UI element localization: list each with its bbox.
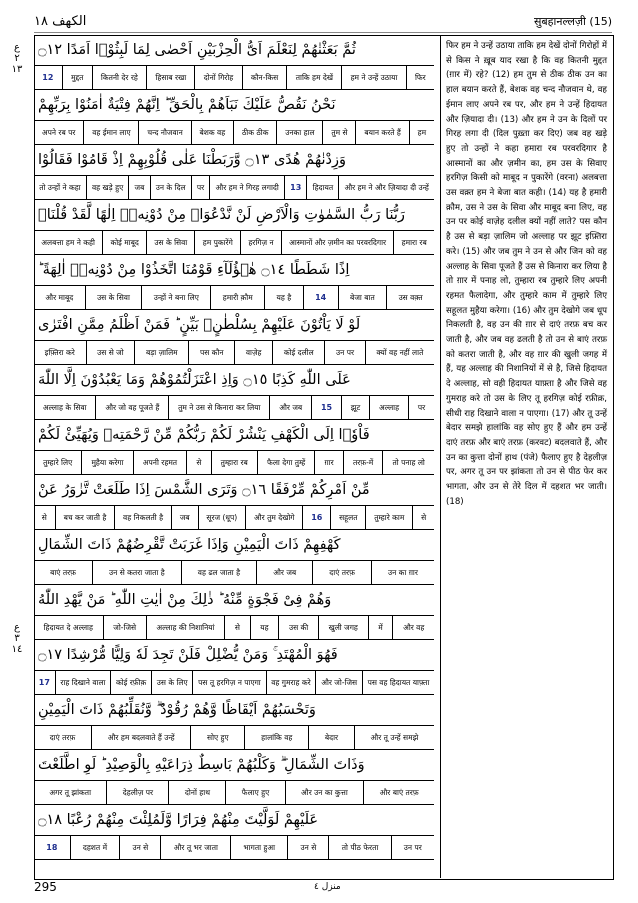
word-meaning: वह खड़े हुए — [86, 176, 129, 199]
word-meaning: जब — [171, 506, 198, 529]
word-meaning: बाएं तरफ़ — [50, 568, 76, 577]
word-meaning: उन से — [287, 836, 328, 859]
arabic-verse-line: عَلَی اللّٰهِ كَذِبًا ۝١٥ وَاِذِ اعْتَزَلْتُمُوْهُمْ وَمَا یَعْبُدُوْنَ اِلَّا اللّٰهَ — [34, 365, 434, 396]
word-meaning: तुम से — [322, 121, 355, 144]
word-meaning: अपने रब पर — [41, 128, 76, 137]
verse-number: 15 — [311, 396, 341, 419]
word-meaning: पस वह हिदायत याफ़्ता — [362, 671, 434, 694]
word-meaning: अलबत्ता हम ने कही — [41, 238, 95, 247]
word-meaning: तो पीठ फेरता — [328, 836, 390, 859]
arabic-verse-line: وَتَحْسَبُهُمْ اَیْقَاظًا وَّهُمْ رُقُوْدٌ ۖۗ وَّنُقَلِّبُهُمْ ذَاتَ الْیَمِیْنِ — [34, 695, 434, 726]
word-meaning-row — [34, 286, 434, 310]
word-meaning: और उन का कुत्ता — [285, 781, 364, 804]
word-meaning: कितनी देर रहे — [92, 66, 147, 89]
word-meaning: और हम बदलवाते हैं उन्हें — [91, 726, 190, 749]
word-meaning: उस के सिवा — [85, 286, 142, 309]
word-meaning: अल्लाह — [369, 396, 408, 419]
interlinear-column — [34, 35, 434, 878]
word-meaning: तो उन्हों ने कहा — [39, 183, 81, 192]
word-meaning: हालांकि वह — [244, 726, 308, 749]
word-meaning-row — [34, 341, 434, 365]
word-meaning: उस के सिवा — [146, 231, 194, 254]
word-meaning: उनका हाल — [276, 121, 322, 144]
arabic-verse-line: لَوْ لَا یَاْتُوْنَ عَلَیْهِمْ بِسُلْطٰنٍۭ بَیِّنٍ ؕ فَمَنْ اَظْلَمُ مِمَّنِ افْتَرٰی — [34, 310, 434, 341]
word-meaning: तुम ने उस से किनारा कर लिया — [168, 396, 269, 419]
word-meaning: तुम्हारा रब — [211, 451, 257, 474]
word-meaning: फिर — [406, 66, 434, 89]
arabic-verse-line: اِذًا شَطَطًا ۝١٤ هٰۤؤُلَآءِ قَوْمُنَا اتَّخَذُوْا مِنْ دُوْنِهٖۤ اٰلِهَةً ؕ — [34, 255, 434, 286]
word-meaning: हिसाब रखा — [146, 66, 194, 89]
word-meaning-row — [34, 396, 434, 420]
word-meaning: उन से कतरा जाता है — [92, 561, 181, 584]
word-meaning: दोनों गिरोह — [194, 66, 241, 89]
ruku-mark: ع ٢ ١٣ — [11, 42, 23, 75]
word-meaning: से — [412, 506, 434, 529]
word-meaning-row — [34, 836, 434, 860]
word-meaning: और माबूद — [45, 293, 74, 302]
word-meaning: उन का ग़ार — [371, 561, 434, 584]
word-meaning-row — [34, 561, 434, 585]
word-meaning: देहलीज़ पर — [106, 781, 168, 804]
arabic-verse-line: وَزِدْنٰهُمْ هُدًی ۝١٣ وَّرَبَطْنَا عَلٰی قُلُوْبِهِمْ اِذْ قَامُوْا فَقَالُوْا — [34, 145, 434, 176]
word-meaning: पर — [408, 396, 434, 419]
arabic-verse-line: كَهْفِهِمْ ذَاتَ الْیَمِیْنِ وَاِذَا غَرَبَتْ تَّقْرِضُهُمْ ذَاتَ الشِّمَالِ — [34, 530, 434, 561]
word-meaning: उन पर — [391, 836, 434, 859]
word-meaning: बच कर जाती है — [55, 506, 114, 529]
page-header — [34, 10, 612, 33]
word-meaning-row — [34, 726, 434, 750]
word-meaning-row — [34, 781, 434, 805]
word-meaning: और जब — [256, 561, 312, 584]
word-meaning: खुली जगह — [318, 616, 368, 639]
page-number: 295 — [34, 880, 57, 894]
word-meaning: हमारी क़ौम — [210, 286, 264, 309]
word-meaning: वह ढल जाता है — [181, 561, 256, 584]
word-meaning: पस तू हरगिज़ न पाएगा — [192, 671, 265, 694]
verse-number: 13 — [284, 176, 306, 199]
word-meaning: उन पर — [324, 341, 364, 364]
verse-number: 16 — [302, 506, 330, 529]
verse-number: 14 — [303, 286, 338, 309]
word-meaning: कोई रफ़ीक़ — [110, 671, 151, 694]
word-meaning: यह है — [264, 286, 303, 309]
word-meaning: फैला देगा तुम्हें — [257, 451, 314, 474]
word-meaning: अगर तू झांकता — [49, 788, 92, 797]
word-meaning: दाएं तरफ़ — [312, 561, 371, 584]
word-meaning: और हम ने और ज़ियादा दी उन्हें — [338, 176, 434, 199]
verse-number: 12 — [42, 73, 54, 82]
word-meaning: हिदायत — [306, 176, 338, 199]
word-meaning: दोनों हाथ — [168, 781, 225, 804]
arabic-verse-line: فَهُوَ الْمُهْتَدِ ۚ وَمَنْ یُّضْلِلْ فَلَنْ تَجِدَ لَهٗ وَلِیًّا مُّرْشِدًا ۝١٧ — [34, 640, 434, 671]
word-meaning: उस की — [278, 616, 318, 639]
arabic-verse-line: ثُمَّ بَعَثْنٰهُمْ لِنَعْلَمَ اَیُّ الْحِزْبَیْنِ اَحْصٰی لِمَا لَبِثُوْۤا اَمَدًا ۝١٢ — [34, 35, 434, 66]
word-meaning: से — [186, 451, 210, 474]
word-meaning: जो-जिसे — [103, 616, 146, 639]
word-meaning: और बाएं तरफ़ — [363, 781, 434, 804]
word-meaning: सोए हुए — [190, 726, 244, 749]
word-meaning: क्यों वह नहीं लाते — [365, 341, 434, 364]
word-meaning: उन के दिल — [150, 176, 191, 199]
word-meaning: वह ईमान लाए — [83, 121, 138, 144]
word-meaning-row — [34, 671, 434, 695]
word-meaning: और जो वह पूजते हैं — [95, 396, 168, 419]
word-meaning: उन्हों ने बना लिए — [141, 286, 210, 309]
word-meaning: तो पनाह लो — [382, 451, 434, 474]
verse-number: 18 — [46, 843, 58, 852]
arabic-verse-line: نَحْنُ نَقُصُّ عَلَیْكَ نَبَاَهُمْ بِالْحَقِّ ؕ اِنَّهُمْ فِتْیَةٌ اٰمَنُوْا بِرَبِّهِمْ — [34, 90, 434, 121]
word-meaning: हमारा रब — [393, 231, 434, 254]
word-meaning: और जो-जिस — [315, 671, 361, 694]
word-meaning: ताकि हम देखें — [286, 66, 341, 89]
manzil-label: منزل ٤ — [314, 882, 341, 892]
arabic-verse-line: مِّنْ اَمْرِكُمْ مِّرْفَقًا ۝١٦ وَتَرَی الشَّمْسَ اِذَا طَلَعَتْ تَّزٰوَرُ عَنْ — [34, 475, 434, 506]
word-meaning: ग़ार — [314, 451, 342, 474]
word-meaning: ठीक ठीक — [233, 121, 276, 144]
word-meaning: उस वक़्त — [386, 286, 434, 309]
word-meaning: आस्मानों और ज़मीन का परवरदिगार — [281, 231, 393, 254]
word-meaning: कौन-किस — [242, 66, 287, 89]
word-meaning: हम — [409, 121, 434, 144]
word-meaning: हिदायत दे अल्लाह — [43, 623, 93, 632]
word-meaning: तुम्हारे काम — [365, 506, 412, 529]
word-meaning: हरगिज़ न — [240, 231, 281, 254]
word-meaning: वह गुमराह करे — [266, 671, 316, 694]
word-meaning: वह निकलती है — [114, 506, 171, 529]
arabic-verse-line: فَاْوٗۤا اِلَی الْكَهْفِ یَنْشُرْ لَكُمْ رَبُّكُمْ مِّنْ رَّحْمَتِهٖ وَیُهَیِّئْ لَكُمْ — [34, 420, 434, 451]
word-meaning: झूट — [341, 396, 369, 419]
surah-title: الکهف ١٨ — [34, 13, 87, 29]
word-meaning: बेजा बात — [338, 286, 387, 309]
translation-text: फिर हम ने उन्हें उठाया ताकि हम देखें दोनों गिरोहों में से किस ने ख़ूब याद रखा है कि वह कितनी मुद्दत (ग़ार में) रहे? (12) हम तुम से ठीक ठीक उन का हाल बयान करते हैं, बेशक वह चन्द नौजवान थे, वह ईमान लाए अपने रब पर, और हम ने उन्हें हिदायत और ज़ियादा दी। (13) और हम ने उन के दिलों पर गिरह लगा दी (दिल पुख़्ता कर दिए) जब वह खड़े हुए तो उन्हों ने कहा हमारा रब परवरदिगार है आस्मानों का और ज़मीन का, हम उस के सिवाए हरगिज़ किसी को माबूद न पुकारेंगे (वरना) अलबत्ता उस वक़्त हम ने बेजा बात कही। (14) यह है हमारी क़ौम, उस ने उस के सिवा और माबूद बना लिए, वह उन पर कोई वाज़ेह दलील क्यों नहीं लाते? पस कौन है उस से बड़ा ज़ालिम जो अल्लाह पर झूट इफ़्तिरा करे। (15) और जब तुम ने उन से और जिन को वह अल्लाह के सिवा पूजते हैं उस से किनारा कर लिया है तो ग़ार में पनाह लो, तुम्हारा रब तुम्हारे लिए अपनी रहमत फैलादेगा, और तुम्हारे काम में तुम्हारे लिए सहूलत मुहैया करेगा। (16) और तुम देखोगे जब धूप निकलती है, वह उन की ग़ार से दाएं तरफ़ बच कर जाती है, और जब वह ढलती है तो उन से बाएं तरफ़ को कतरा जाती है, और वह ग़ार की खुली जगह में हैं, यह अल्लाह की निशानियों में से है, जिसे हिदायत दे अल्लाह, सो वही हिदायत याफ़्ता है और जिसे वह गुमराह करे तो उस के लिए तू हरगिज़ कोई रफ़ीक़, सीधी राह दिखाने वाला न पाएगा। (17) और तू उन्हें बेदार समझे हालांकि वह सोए हुए हैं और हम उन्हें दाएं तरफ़ और बाएं तरफ़ (करवट) बदलवाते हैं, और उन का कुत्ता दोनों हाथ (पंजे) फैलाए हुए है देहलीज़ पर, अगर तू उन पर झांकता तो उन से पीठ फेर कर भागता, और उन से तेरे दिल में दहशत भर जाती। (18) — [440, 35, 612, 878]
word-meaning: यह — [250, 616, 279, 639]
word-meaning: फैलाए हुए — [225, 781, 284, 804]
word-meaning: भागता हुआ — [230, 836, 287, 859]
word-meaning-row — [34, 616, 434, 640]
word-meaning: कोई माबूद — [102, 231, 146, 254]
word-meaning: सहूलत — [330, 506, 365, 529]
page-footer — [34, 880, 612, 894]
word-meaning: तुम्हारे लिए — [43, 458, 73, 467]
word-meaning: अपनी रहमत — [133, 451, 187, 474]
word-meaning: से — [224, 616, 249, 639]
word-meaning: पस कौन — [188, 341, 234, 364]
arabic-verse-line: عَلَیْهِمْ لَوَلَّیْتَ مِنْهُمْ فِرَارًا وَّلَمُلِئْتَ مِنْهُمْ رُعْبًا ۝١٨ — [34, 805, 434, 836]
word-meaning: कोई दलील — [272, 341, 324, 364]
word-meaning: उस के लिए — [151, 671, 192, 694]
word-meaning: सूरज (धूप) — [198, 506, 246, 529]
word-meaning: दहशत में — [70, 836, 120, 859]
arabic-verse-line: وَذَاتَ الشِّمَالِ ۖۗ وَكَلْبُهُمْ بَاسِطٌ ذِرَاعَیْهِ بِالْوَصِیْدِ ؕ لَوِ اطَّلَعْتَ — [34, 750, 434, 781]
arabic-verse-line: وَهُمْ فِیْ فَجْوَةٍ مِّنْهُ ؕ ذٰلِكَ مِنْ اٰیٰتِ اللّٰهِ ؕ مَنْ یَّهْدِ اللّٰهُ — [34, 585, 434, 616]
word-meaning: पर — [191, 176, 210, 199]
word-meaning: से — [41, 513, 47, 522]
arabic-verse-line: رَبُّنَا رَبُّ السَّمٰوٰتِ وَالْاَرْضِ لَنْ نَّدْعُوَاۡ مِنْ دُوْنِهٖۤ اِلٰهًا لَّقَدْ قُلْنَاۤ — [34, 200, 434, 231]
word-meaning: अल्लाह की निशानियां — [146, 616, 224, 639]
word-meaning: अल्लाह के सिवा — [42, 403, 87, 412]
word-meaning: और तू भर जाता — [160, 836, 230, 859]
word-meaning: हम पुकारेंगे — [194, 231, 240, 254]
word-meaning: और तुम देखोगे — [245, 506, 302, 529]
word-meaning: दाएं तरफ़ — [49, 733, 76, 742]
word-meaning: और तू उन्हें समझे — [354, 726, 434, 749]
word-meaning: हम ने उन्हें उठाया — [341, 66, 405, 89]
ruku-mark: ع ٣ ١٤ — [11, 622, 23, 655]
word-meaning: बेशक वह — [191, 121, 233, 144]
word-meaning: उस से जो — [86, 341, 135, 364]
word-meaning-row — [34, 176, 434, 200]
word-meaning: मुहैया करेगा — [81, 451, 132, 474]
word-meaning: इफ़्तिरा करे — [44, 348, 75, 357]
word-meaning: बेदार — [308, 726, 354, 749]
word-meaning: वाज़ेह — [234, 341, 272, 364]
word-meaning-row — [34, 121, 434, 145]
word-meaning: चन्द नौजवान — [138, 121, 190, 144]
word-meaning: जब — [128, 176, 149, 199]
word-meaning: और जब — [269, 396, 311, 419]
word-meaning-row — [34, 506, 434, 530]
word-meaning: बड़ा ज़ालिम — [134, 341, 188, 364]
word-meaning: तरफ़-में — [343, 451, 383, 474]
word-meaning: उन से — [119, 836, 160, 859]
word-meaning: और हम ने गिरह लगादी — [209, 176, 284, 199]
para-title: सुबहानल्लज़ी (15) — [533, 14, 612, 28]
word-meaning: राह दिखाने वाला — [55, 671, 111, 694]
word-meaning-row — [34, 66, 434, 90]
word-meaning: मुद्दत — [62, 66, 92, 89]
word-meaning: में — [368, 616, 393, 639]
verse-number: 17 — [38, 678, 50, 687]
word-meaning: और वह — [392, 616, 434, 639]
word-meaning-row — [34, 231, 434, 255]
word-meaning-row — [34, 451, 434, 475]
word-meaning: बयान करते हैं — [355, 121, 408, 144]
